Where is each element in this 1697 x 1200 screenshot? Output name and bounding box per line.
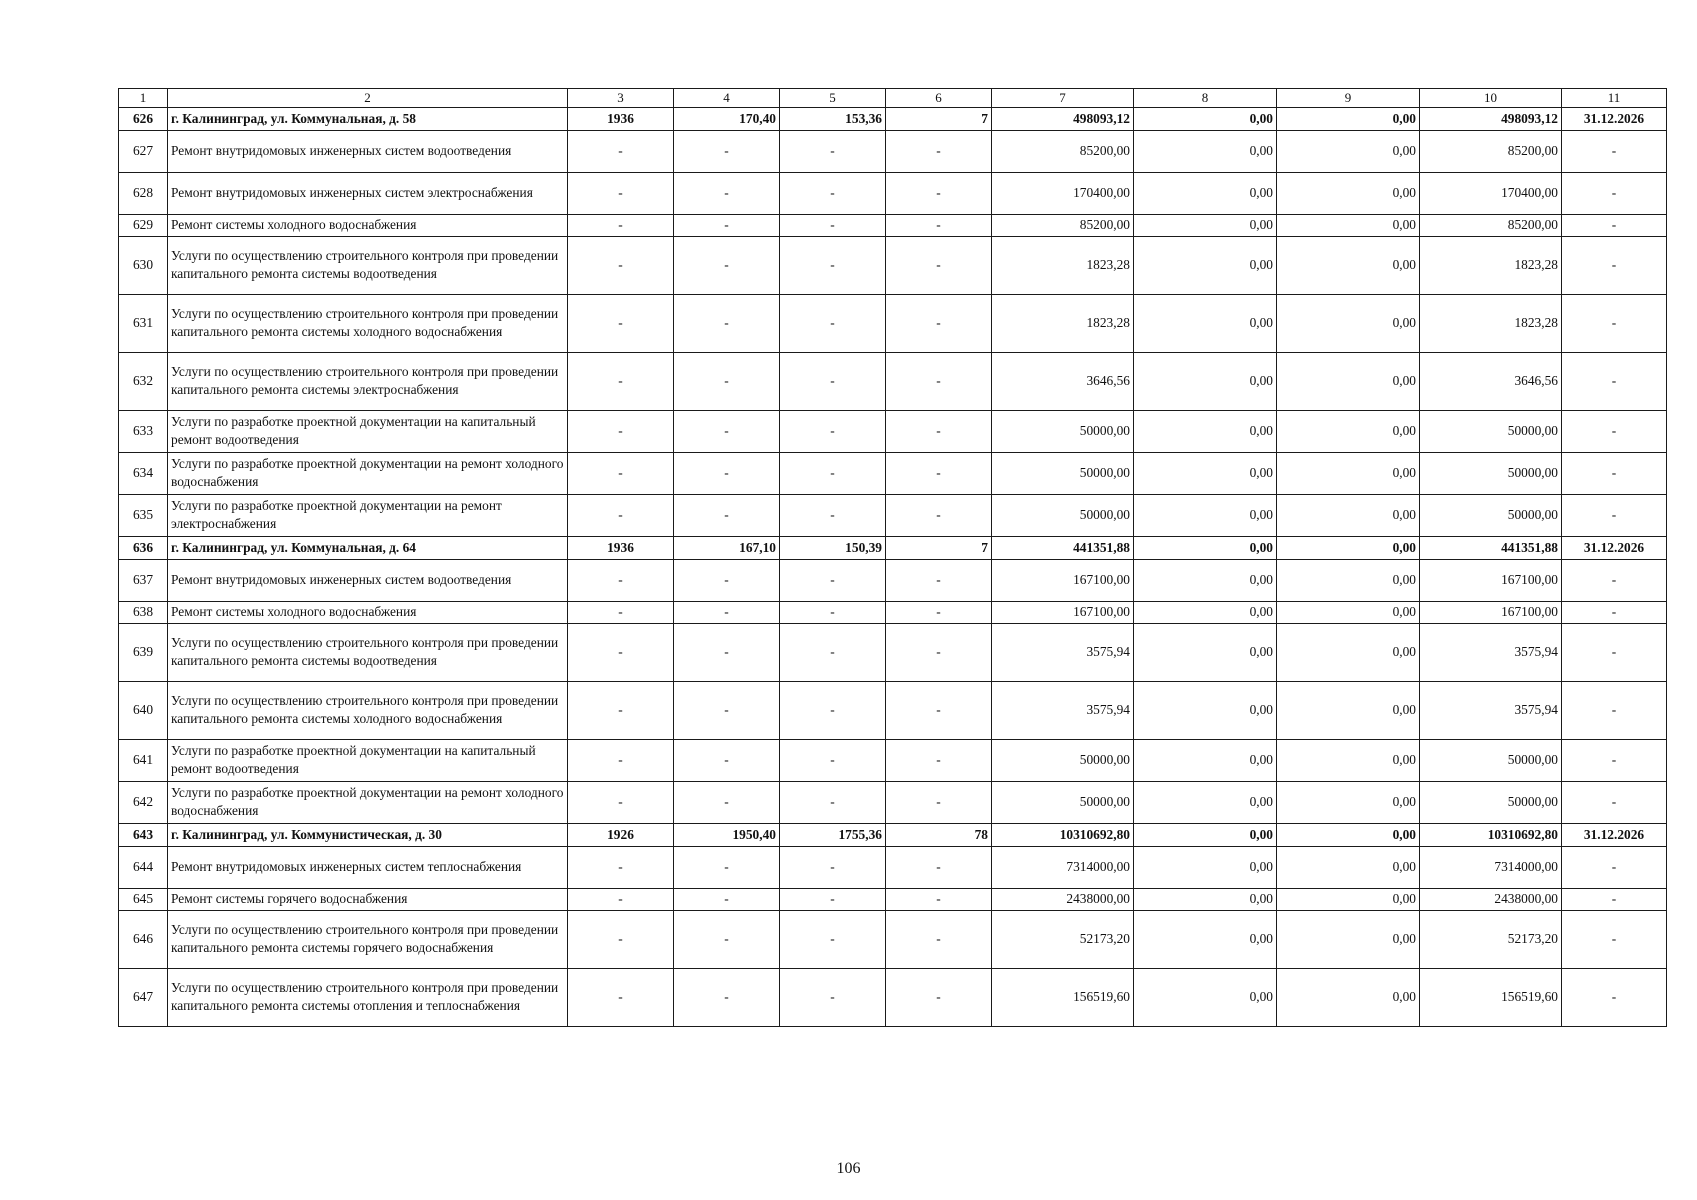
- row-cost-col-10: 52173,20: [1420, 910, 1562, 968]
- row-living-area: -: [780, 410, 886, 452]
- row-year: -: [568, 681, 674, 739]
- row-residents: -: [886, 172, 992, 214]
- row-deadline: -: [1562, 910, 1667, 968]
- row-deadline: -: [1562, 236, 1667, 294]
- row-total-area: 167,10: [674, 536, 780, 559]
- table-body: [119, 107, 1667, 1026]
- row-cost-total: 3646,56: [992, 352, 1134, 410]
- header-col-9: 9: [1277, 89, 1420, 108]
- row-cost-col-9: 0,00: [1277, 236, 1420, 294]
- row-cost-col-10: 50000,00: [1420, 452, 1562, 494]
- row-cost-col-8: 0,00: [1134, 968, 1277, 1026]
- row-deadline: -: [1562, 888, 1667, 910]
- row-year: -: [568, 910, 674, 968]
- row-living-area: -: [780, 559, 886, 601]
- row-number: 641: [119, 739, 168, 781]
- row-residents: -: [886, 410, 992, 452]
- row-cost-total: 7314000,00: [992, 846, 1134, 888]
- row-number: 644: [119, 846, 168, 888]
- row-living-area: 153,36: [780, 107, 886, 130]
- row-cost-total: 50000,00: [992, 410, 1134, 452]
- row-cost-col-8: 0,00: [1134, 823, 1277, 846]
- row-year: 1936: [568, 536, 674, 559]
- row-total-area: -: [674, 130, 780, 172]
- row-cost-col-9: 0,00: [1277, 601, 1420, 623]
- row-number: 638: [119, 601, 168, 623]
- work-row: [119, 601, 1667, 623]
- row-number: 642: [119, 781, 168, 823]
- row-year: -: [568, 452, 674, 494]
- row-deadline: 31.12.2026: [1562, 823, 1667, 846]
- row-living-area: 150,39: [780, 536, 886, 559]
- row-cost-col-8: 0,00: [1134, 352, 1277, 410]
- row-cost-col-8: 0,00: [1134, 410, 1277, 452]
- row-cost-col-10: 167100,00: [1420, 559, 1562, 601]
- work-row: [119, 352, 1667, 410]
- row-cost-col-8: 0,00: [1134, 130, 1277, 172]
- row-cost-col-9: 0,00: [1277, 846, 1420, 888]
- row-deadline: -: [1562, 172, 1667, 214]
- row-total-area: -: [674, 172, 780, 214]
- column-number-header: [119, 89, 1667, 108]
- row-year: -: [568, 888, 674, 910]
- row-living-area: -: [780, 214, 886, 236]
- row-total-area: -: [674, 294, 780, 352]
- row-title: Ремонт системы холодного водоснабжения: [168, 214, 568, 236]
- row-residents: -: [886, 452, 992, 494]
- row-cost-col-10: 1823,28: [1420, 236, 1562, 294]
- row-deadline: -: [1562, 352, 1667, 410]
- row-cost-total: 3575,94: [992, 623, 1134, 681]
- row-deadline: -: [1562, 846, 1667, 888]
- row-title: Услуги по разработке проектной документации на ремонт электроснабжения: [168, 494, 568, 536]
- row-total-area: -: [674, 623, 780, 681]
- row-cost-col-8: 0,00: [1134, 452, 1277, 494]
- row-living-area: -: [780, 846, 886, 888]
- row-title: Услуги по осуществлению строительного контроля при проведении капитального ремонта системы электроснабжения: [168, 352, 568, 410]
- row-living-area: -: [780, 494, 886, 536]
- row-total-area: -: [674, 559, 780, 601]
- row-living-area: -: [780, 236, 886, 294]
- work-row: [119, 739, 1667, 781]
- row-cost-col-9: 0,00: [1277, 536, 1420, 559]
- row-number: 631: [119, 294, 168, 352]
- row-number: 640: [119, 681, 168, 739]
- row-residents: -: [886, 910, 992, 968]
- row-living-area: -: [780, 968, 886, 1026]
- row-cost-col-9: 0,00: [1277, 559, 1420, 601]
- header-col-1: 1: [119, 89, 168, 108]
- row-residents: -: [886, 130, 992, 172]
- header-row: [119, 89, 1667, 108]
- header-col-6: 6: [886, 89, 992, 108]
- work-row: [119, 452, 1667, 494]
- row-total-area: -: [674, 781, 780, 823]
- row-deadline: -: [1562, 623, 1667, 681]
- row-number: 629: [119, 214, 168, 236]
- row-cost-total: 52173,20: [992, 910, 1134, 968]
- row-deadline: -: [1562, 968, 1667, 1026]
- row-year: -: [568, 846, 674, 888]
- row-title: Услуги по разработке проектной документации на капитальный ремонт водоотведения: [168, 739, 568, 781]
- work-row: [119, 559, 1667, 601]
- row-cost-col-10: 156519,60: [1420, 968, 1562, 1026]
- row-year: -: [568, 494, 674, 536]
- row-residents: -: [886, 214, 992, 236]
- row-residents: 7: [886, 107, 992, 130]
- row-number: 637: [119, 559, 168, 601]
- row-cost-col-8: 0,00: [1134, 910, 1277, 968]
- row-cost-col-9: 0,00: [1277, 910, 1420, 968]
- row-residents: -: [886, 846, 992, 888]
- header-col-4: 4: [674, 89, 780, 108]
- work-row: [119, 623, 1667, 681]
- row-cost-col-9: 0,00: [1277, 681, 1420, 739]
- row-living-area: -: [780, 352, 886, 410]
- row-deadline: -: [1562, 130, 1667, 172]
- row-title: Услуги по осуществлению строительного контроля при проведении капитального ремонта системы холодного водоснабжения: [168, 681, 568, 739]
- capital-repair-table: [118, 88, 1667, 1027]
- row-residents: -: [886, 601, 992, 623]
- row-cost-total: 156519,60: [992, 968, 1134, 1026]
- row-title: Услуги по разработке проектной документации на капитальный ремонт водоотведения: [168, 410, 568, 452]
- row-cost-total: 50000,00: [992, 494, 1134, 536]
- row-deadline: 31.12.2026: [1562, 107, 1667, 130]
- row-year: -: [568, 623, 674, 681]
- row-living-area: -: [780, 601, 886, 623]
- row-year: -: [568, 559, 674, 601]
- row-cost-col-9: 0,00: [1277, 107, 1420, 130]
- row-number: 628: [119, 172, 168, 214]
- row-residents: -: [886, 294, 992, 352]
- row-residents: -: [886, 681, 992, 739]
- row-year: -: [568, 601, 674, 623]
- row-cost-col-9: 0,00: [1277, 294, 1420, 352]
- row-living-area: -: [780, 781, 886, 823]
- row-cost-col-10: 3646,56: [1420, 352, 1562, 410]
- row-cost-total: 1823,28: [992, 294, 1134, 352]
- row-deadline: -: [1562, 739, 1667, 781]
- row-cost-total: 85200,00: [992, 214, 1134, 236]
- row-deadline: -: [1562, 294, 1667, 352]
- row-residents: -: [886, 236, 992, 294]
- row-living-area: 1755,36: [780, 823, 886, 846]
- row-total-area: -: [674, 910, 780, 968]
- row-deadline: -: [1562, 681, 1667, 739]
- row-number: 645: [119, 888, 168, 910]
- row-cost-col-9: 0,00: [1277, 623, 1420, 681]
- row-residents: -: [886, 352, 992, 410]
- row-cost-total: 1823,28: [992, 236, 1134, 294]
- row-cost-col-8: 0,00: [1134, 172, 1277, 214]
- row-title: г. Калининград, ул. Коммунальная, д. 64: [168, 536, 568, 559]
- row-total-area: -: [674, 452, 780, 494]
- address-row: [119, 536, 1667, 559]
- row-total-area: -: [674, 410, 780, 452]
- row-cost-col-8: 0,00: [1134, 494, 1277, 536]
- row-cost-col-10: 441351,88: [1420, 536, 1562, 559]
- work-row: [119, 236, 1667, 294]
- row-cost-col-10: 50000,00: [1420, 410, 1562, 452]
- row-cost-col-9: 0,00: [1277, 410, 1420, 452]
- row-year: -: [568, 410, 674, 452]
- row-total-area: -: [674, 214, 780, 236]
- work-row: [119, 781, 1667, 823]
- row-number: 627: [119, 130, 168, 172]
- work-row: [119, 214, 1667, 236]
- work-row: [119, 130, 1667, 172]
- row-total-area: -: [674, 601, 780, 623]
- header-col-2: 2: [168, 89, 568, 108]
- row-residents: 78: [886, 823, 992, 846]
- work-row: [119, 294, 1667, 352]
- row-cost-col-8: 0,00: [1134, 888, 1277, 910]
- row-deadline: -: [1562, 559, 1667, 601]
- row-cost-col-9: 0,00: [1277, 214, 1420, 236]
- row-total-area: -: [674, 352, 780, 410]
- row-cost-col-10: 50000,00: [1420, 781, 1562, 823]
- row-cost-total: 50000,00: [992, 781, 1134, 823]
- row-year: -: [568, 781, 674, 823]
- row-number: 636: [119, 536, 168, 559]
- row-year: -: [568, 294, 674, 352]
- row-deadline: -: [1562, 452, 1667, 494]
- row-total-area: 170,40: [674, 107, 780, 130]
- row-year: -: [568, 236, 674, 294]
- row-year: -: [568, 130, 674, 172]
- row-residents: -: [886, 494, 992, 536]
- row-cost-col-9: 0,00: [1277, 739, 1420, 781]
- row-cost-col-8: 0,00: [1134, 294, 1277, 352]
- row-title: Ремонт внутридомовых инженерных систем теплоснабжения: [168, 846, 568, 888]
- row-residents: -: [886, 781, 992, 823]
- header-col-8: 8: [1134, 89, 1277, 108]
- row-cost-col-8: 0,00: [1134, 559, 1277, 601]
- row-cost-total: 3575,94: [992, 681, 1134, 739]
- row-cost-col-8: 0,00: [1134, 681, 1277, 739]
- page-number: 106: [836, 1160, 861, 1177]
- row-year: -: [568, 739, 674, 781]
- row-total-area: -: [674, 494, 780, 536]
- row-cost-col-8: 0,00: [1134, 601, 1277, 623]
- row-deadline: -: [1562, 781, 1667, 823]
- row-number: 626: [119, 107, 168, 130]
- row-deadline: -: [1562, 410, 1667, 452]
- row-year: -: [568, 968, 674, 1026]
- row-title: Ремонт внутридомовых инженерных систем водоотведения: [168, 130, 568, 172]
- row-title: г. Калининград, ул. Коммунальная, д. 58: [168, 107, 568, 130]
- row-number: 646: [119, 910, 168, 968]
- row-number: 647: [119, 968, 168, 1026]
- row-cost-total: 50000,00: [992, 452, 1134, 494]
- row-year: 1926: [568, 823, 674, 846]
- row-number: 632: [119, 352, 168, 410]
- row-residents: -: [886, 559, 992, 601]
- row-cost-col-9: 0,00: [1277, 968, 1420, 1026]
- row-cost-col-10: 3575,94: [1420, 623, 1562, 681]
- header-col-3: 3: [568, 89, 674, 108]
- row-total-area: -: [674, 739, 780, 781]
- row-cost-total: 50000,00: [992, 739, 1134, 781]
- row-deadline: -: [1562, 214, 1667, 236]
- row-total-area: -: [674, 846, 780, 888]
- row-cost-col-9: 0,00: [1277, 781, 1420, 823]
- row-cost-col-8: 0,00: [1134, 623, 1277, 681]
- row-total-area: 1950,40: [674, 823, 780, 846]
- row-cost-col-10: 10310692,80: [1420, 823, 1562, 846]
- row-cost-col-8: 0,00: [1134, 739, 1277, 781]
- row-number: 643: [119, 823, 168, 846]
- row-living-area: -: [780, 739, 886, 781]
- row-cost-col-8: 0,00: [1134, 236, 1277, 294]
- work-row: [119, 410, 1667, 452]
- row-cost-col-10: 2438000,00: [1420, 888, 1562, 910]
- row-year: 1936: [568, 107, 674, 130]
- row-living-area: -: [780, 623, 886, 681]
- row-cost-col-8: 0,00: [1134, 846, 1277, 888]
- row-cost-col-9: 0,00: [1277, 494, 1420, 536]
- row-residents: -: [886, 623, 992, 681]
- address-row: [119, 107, 1667, 130]
- work-row: [119, 172, 1667, 214]
- header-col-5: 5: [780, 89, 886, 108]
- row-cost-total: 85200,00: [992, 130, 1134, 172]
- row-cost-col-8: 0,00: [1134, 214, 1277, 236]
- row-cost-col-9: 0,00: [1277, 172, 1420, 214]
- work-row: [119, 968, 1667, 1026]
- row-total-area: -: [674, 968, 780, 1026]
- address-row: [119, 823, 1667, 846]
- row-title: Услуги по осуществлению строительного контроля при проведении капитального ремонта системы водоотведения: [168, 623, 568, 681]
- row-number: 635: [119, 494, 168, 536]
- row-title: Ремонт системы горячего водоснабжения: [168, 888, 568, 910]
- row-title: Услуги по осуществлению строительного контроля при проведении капитального ремонта системы горячего водоснабжения: [168, 910, 568, 968]
- row-cost-col-10: 167100,00: [1420, 601, 1562, 623]
- row-cost-col-10: 85200,00: [1420, 130, 1562, 172]
- row-deadline: -: [1562, 494, 1667, 536]
- header-col-10: 10: [1420, 89, 1562, 108]
- row-living-area: -: [780, 172, 886, 214]
- work-row: [119, 494, 1667, 536]
- row-title: Ремонт системы холодного водоснабжения: [168, 601, 568, 623]
- row-year: -: [568, 172, 674, 214]
- row-title: г. Калининград, ул. Коммунистическая, д. 30: [168, 823, 568, 846]
- header-col-11: 11: [1562, 89, 1667, 108]
- row-title: Услуги по разработке проектной документации на ремонт холодного водоснабжения: [168, 452, 568, 494]
- row-number: 633: [119, 410, 168, 452]
- row-cost-col-9: 0,00: [1277, 888, 1420, 910]
- row-cost-col-9: 0,00: [1277, 130, 1420, 172]
- row-cost-col-9: 0,00: [1277, 823, 1420, 846]
- row-title: Услуги по разработке проектной документации на ремонт холодного водоснабжения: [168, 781, 568, 823]
- row-cost-total: 441351,88: [992, 536, 1134, 559]
- row-year: -: [568, 352, 674, 410]
- row-title: Услуги по осуществлению строительного контроля при проведении капитального ремонта системы водоотведения: [168, 236, 568, 294]
- row-total-area: -: [674, 236, 780, 294]
- row-cost-total: 498093,12: [992, 107, 1134, 130]
- row-year: -: [568, 214, 674, 236]
- row-total-area: -: [674, 681, 780, 739]
- row-title: Ремонт внутридомовых инженерных систем водоотведения: [168, 559, 568, 601]
- row-cost-col-10: 50000,00: [1420, 739, 1562, 781]
- row-living-area: -: [780, 888, 886, 910]
- work-row: [119, 910, 1667, 968]
- work-row: [119, 888, 1667, 910]
- row-cost-total: 10310692,80: [992, 823, 1134, 846]
- row-cost-col-10: 1823,28: [1420, 294, 1562, 352]
- work-row: [119, 846, 1667, 888]
- row-cost-col-8: 0,00: [1134, 107, 1277, 130]
- row-deadline: 31.12.2026: [1562, 536, 1667, 559]
- row-cost-total: 167100,00: [992, 559, 1134, 601]
- row-living-area: -: [780, 294, 886, 352]
- row-title: Услуги по осуществлению строительного контроля при проведении капитального ремонта системы отопления и теплоснабжения: [168, 968, 568, 1026]
- row-cost-col-10: 50000,00: [1420, 494, 1562, 536]
- row-residents: -: [886, 888, 992, 910]
- row-cost-col-10: 85200,00: [1420, 214, 1562, 236]
- row-cost-col-8: 0,00: [1134, 781, 1277, 823]
- row-residents: -: [886, 968, 992, 1026]
- header-col-7: 7: [992, 89, 1134, 108]
- row-number: 634: [119, 452, 168, 494]
- row-number: 630: [119, 236, 168, 294]
- row-cost-total: 167100,00: [992, 601, 1134, 623]
- row-residents: 7: [886, 536, 992, 559]
- row-living-area: -: [780, 130, 886, 172]
- row-cost-col-10: 3575,94: [1420, 681, 1562, 739]
- row-cost-total: 170400,00: [992, 172, 1134, 214]
- row-cost-col-10: 170400,00: [1420, 172, 1562, 214]
- row-number: 639: [119, 623, 168, 681]
- work-row: [119, 681, 1667, 739]
- row-title: Ремонт внутридомовых инженерных систем электроснабжения: [168, 172, 568, 214]
- row-deadline: -: [1562, 601, 1667, 623]
- row-residents: -: [886, 739, 992, 781]
- row-cost-col-9: 0,00: [1277, 452, 1420, 494]
- row-living-area: -: [780, 681, 886, 739]
- row-cost-col-10: 498093,12: [1420, 107, 1562, 130]
- row-title: Услуги по осуществлению строительного контроля при проведении капитального ремонта системы холодного водоснабжения: [168, 294, 568, 352]
- row-cost-total: 2438000,00: [992, 888, 1134, 910]
- row-living-area: -: [780, 910, 886, 968]
- row-cost-col-8: 0,00: [1134, 536, 1277, 559]
- row-cost-col-9: 0,00: [1277, 352, 1420, 410]
- row-cost-col-10: 7314000,00: [1420, 846, 1562, 888]
- row-total-area: -: [674, 888, 780, 910]
- row-living-area: -: [780, 452, 886, 494]
